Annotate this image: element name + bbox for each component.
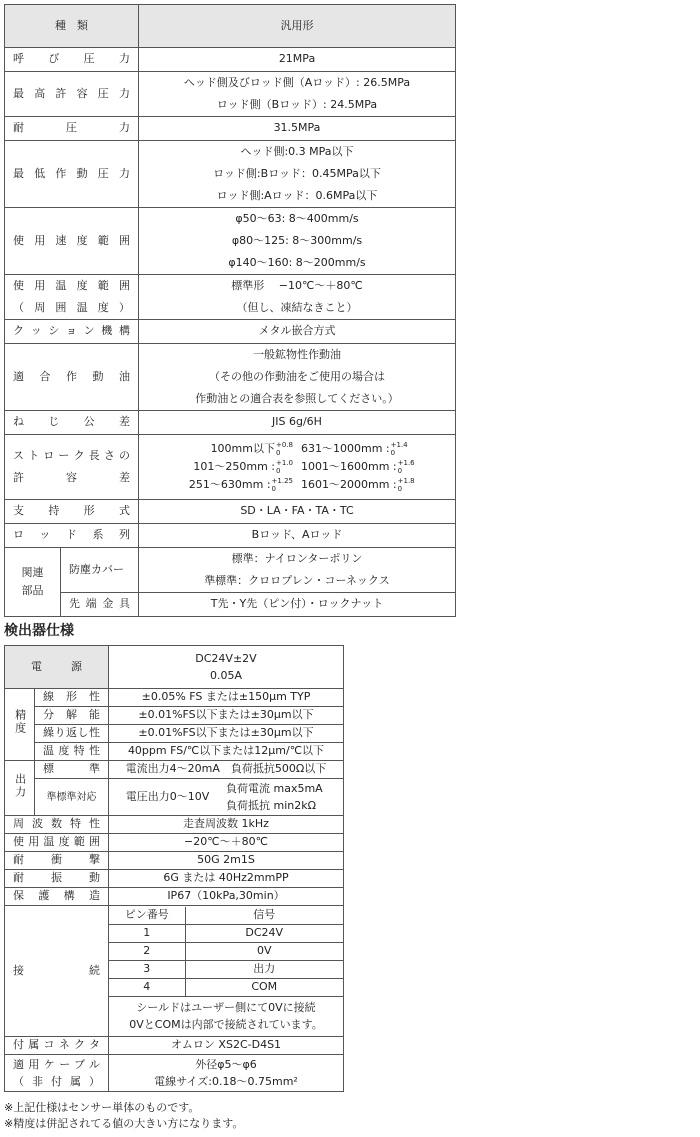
- tip-value: T先・Y先（ピン付）・ロックナット: [139, 593, 456, 617]
- table-row: [5, 435, 456, 500]
- stroke-range: 101～250mm :: [193, 460, 275, 473]
- min-pressure-label: 最低作動圧力: [5, 141, 139, 208]
- table-row: [5, 72, 456, 117]
- connector-label: 付属コネクタ: [5, 1037, 109, 1055]
- accuracy-label: 分解能: [35, 707, 109, 725]
- thread-label: ねじ公差: [5, 411, 139, 435]
- vibration-label: 耐振動: [5, 870, 109, 888]
- tolerance-lower: 0: [390, 449, 396, 457]
- stroke-range: 631～1000mm :: [301, 442, 390, 455]
- output-semi-label: 準標準対応: [35, 779, 109, 816]
- pin-number: 4: [109, 979, 185, 997]
- pin-row: [109, 979, 343, 997]
- speed-range-line: φ140～160: 8～200mm/s: [228, 256, 366, 269]
- table-row: [5, 707, 344, 725]
- mounting-value: SD・LA・FA・TA・TC: [139, 500, 456, 524]
- tolerance-upper: +1.6: [397, 459, 415, 467]
- temp-range-line: 標準形 −10℃～＋80℃: [231, 279, 363, 292]
- output-semi-sub-line: 負荷電流 max5mA: [226, 782, 323, 795]
- connection-note-row: [109, 997, 343, 1036]
- output-semi-sub-line: 負荷抵抗 min2kΩ: [226, 799, 317, 812]
- table-row: [5, 117, 456, 141]
- thread-value: JIS 6g/6H: [139, 411, 456, 435]
- output-semi-sub: [226, 780, 343, 814]
- table-row: [5, 593, 456, 617]
- table-row: [5, 906, 344, 1037]
- temp-value: −20℃～＋80℃: [109, 834, 344, 852]
- table-row: [5, 761, 344, 779]
- dust-cover-line: 標準：ナイロンターポリン: [231, 552, 363, 565]
- table-row: [5, 888, 344, 906]
- min-pressure-line: ロッド側:Aロッド：0.6MPa以下: [216, 189, 378, 202]
- temp-range-label: [5, 275, 139, 320]
- accuracy-value: ±0.01%FS以下または±30μm以下: [109, 707, 344, 725]
- general-header: 汎用形: [139, 5, 456, 48]
- table-row: [5, 1037, 344, 1055]
- pin-signal: DC24V: [185, 925, 343, 943]
- temp-range-value: [139, 275, 456, 320]
- tolerance-upper: +1.0: [276, 459, 293, 467]
- table-row: [5, 743, 344, 761]
- speed-range-value: [139, 208, 456, 275]
- stroke-label-line: 許容差: [13, 471, 130, 484]
- temp-range-line: （但し、凍結なきこと）: [236, 301, 358, 314]
- stroke-label: [5, 435, 139, 500]
- accuracy-group-label: 精度: [13, 709, 27, 736]
- dust-cover-label: 防塵カバー: [61, 548, 139, 593]
- detector-spec-table-body: [4, 645, 344, 1092]
- tolerance-upper: +1.25: [271, 477, 293, 485]
- fluid-label: 適合作動油: [5, 344, 139, 411]
- table-row: [5, 275, 456, 320]
- stroke-tolerance-grid: [141, 437, 453, 497]
- connection-label: 接続: [5, 906, 109, 1037]
- output-semi-main: 電圧出力0～10V: [125, 789, 210, 803]
- stroke-range: 100mm以下: [210, 442, 275, 455]
- tolerance-upper: +1.8: [397, 477, 415, 485]
- table-row: [5, 500, 456, 524]
- table-row: [5, 779, 344, 816]
- pin-table: [109, 907, 343, 1035]
- table-row: [5, 834, 344, 852]
- power-value: [109, 646, 344, 689]
- table-row: [5, 725, 344, 743]
- freq-label: 周波数特性: [5, 816, 109, 834]
- related-parts-text: 関連部品: [21, 566, 44, 597]
- output-standard-label: 標準: [35, 761, 109, 779]
- pin-header: ピン番号: [109, 907, 185, 925]
- accuracy-group: [5, 689, 35, 761]
- stroke-tolerance: [398, 477, 415, 493]
- stroke-tolerance: [391, 441, 408, 457]
- connector-value: オムロン XS2C-D4S1: [109, 1037, 344, 1055]
- stroke-tolerance: [276, 459, 293, 475]
- cushion-value: メタル嵌合方式: [139, 320, 456, 344]
- table-row: [5, 548, 456, 593]
- table-row: [5, 689, 344, 707]
- min-pressure-line: ロッド側:Bロッド：0.45MPa以下: [213, 167, 381, 180]
- table-row: [5, 524, 456, 548]
- stroke-range: 1001～1600mm :: [301, 460, 397, 473]
- connection-note: [109, 997, 343, 1036]
- output-group-label: 出力: [13, 772, 27, 799]
- stroke-tolerance-item: [301, 477, 453, 493]
- nominal-pressure-label: 呼び圧力: [5, 48, 139, 72]
- stroke-range: 251～630mm :: [188, 478, 271, 491]
- tolerance-lower: 0: [397, 467, 403, 475]
- footnote: ※精度は併記されてる値の大きい方になります。: [4, 1117, 244, 1130]
- tip-label: 先端金具: [61, 593, 139, 617]
- accuracy-label: 繰り返し性: [35, 725, 109, 743]
- speed-range-line: φ80～125: 8～300mm/s: [231, 234, 363, 247]
- tolerance-upper: +1.4: [390, 441, 408, 449]
- shock-label: 耐衝撃: [5, 852, 109, 870]
- stroke-tolerance-item: [301, 441, 453, 457]
- pin-row: [109, 943, 343, 961]
- speed-range-line: φ50～63: 8～400mm/s: [235, 212, 359, 225]
- power-label: 電源: [5, 646, 109, 689]
- max-pressure-line: ヘッド側及びロッド側（Aロッド）: 26.5MPa: [183, 76, 411, 89]
- connection-note-line: シールドはユーザー側にて0Vに接続: [136, 1001, 316, 1014]
- shock-value: 50G 2m1S: [109, 852, 344, 870]
- proof-pressure-label: 耐圧力: [5, 117, 139, 141]
- accuracy-label: 線形性: [35, 689, 109, 707]
- stroke-tolerance-item: [141, 477, 293, 493]
- power-row: [5, 646, 344, 689]
- pin-number: 3: [109, 961, 185, 979]
- spec-header-row: [5, 5, 456, 48]
- power-line: 0.05A: [209, 669, 243, 682]
- temp-label: 使用温度範囲: [5, 834, 109, 852]
- pin-row: [109, 961, 343, 979]
- accuracy-value: ±0.01%FS以下または±30μm以下: [109, 725, 344, 743]
- mounting-label: 支持形式: [5, 500, 139, 524]
- table-row: [5, 48, 456, 72]
- rod-label: ロッド系列: [5, 524, 139, 548]
- min-pressure-value: [139, 141, 456, 208]
- vibration-value: 6G または 40Hz2mmPP: [109, 870, 344, 888]
- table-row: [5, 870, 344, 888]
- pin-signal: COM: [185, 979, 343, 997]
- pin-signal: 出力: [185, 961, 343, 979]
- pin-row: [109, 925, 343, 943]
- table-row: [5, 141, 456, 208]
- output-group: [5, 761, 35, 816]
- power-line: DC24V±2V: [195, 652, 257, 665]
- stroke-tolerance-item: [141, 441, 293, 457]
- tolerance-lower: 0: [276, 449, 281, 457]
- pin-rows: [109, 925, 343, 997]
- rod-value: Bロッド、Aロッド: [139, 524, 456, 548]
- type-header: 種 類: [5, 5, 139, 48]
- accuracy-value: 40ppm FS/℃以下または12μm/℃以下: [109, 743, 344, 761]
- signal-header: 信号: [185, 907, 343, 925]
- protection-label: 保護構造: [5, 888, 109, 906]
- stroke-tolerance: [398, 459, 415, 475]
- connection-value: [109, 906, 344, 1037]
- cable-line: 電線サイズ:0.18～0.75mm²: [154, 1075, 298, 1088]
- tolerance-upper: +0.8: [276, 441, 293, 449]
- stroke-tolerance-item: [141, 459, 293, 475]
- dust-cover-line: 準標準：クロロプレン・コーネックス: [204, 574, 390, 587]
- cable-line: 外径φ5～φ6: [195, 1058, 257, 1071]
- output-standard-value: 電流出力4～20mA 負荷抵抗500Ω以下: [109, 761, 344, 779]
- max-pressure-line: ロッド側（Bロッド）: 24.5MPa: [216, 98, 378, 111]
- related-parts-label: [5, 548, 61, 617]
- fluid-line: 一般鉱物性作動油: [253, 348, 341, 361]
- stroke-tolerance: [272, 477, 293, 493]
- pin-header-row: [109, 907, 343, 925]
- temp-range-label-line: （周囲温度）: [13, 301, 130, 314]
- cable-label-line: 適用ケーブル: [13, 1058, 100, 1071]
- dust-cover-value: [139, 548, 456, 593]
- tolerance-lower: 0: [397, 485, 403, 493]
- accuracy-value: ±0.05% FS または±150μm TYP: [109, 689, 344, 707]
- connection-note-line: 0VとCOMは内部で接続されています。: [129, 1018, 323, 1031]
- fluid-line: （その他の作動油をご使用の場合は: [209, 370, 385, 383]
- stroke-tolerance: [276, 441, 293, 457]
- table-row: [5, 320, 456, 344]
- cable-label: [5, 1055, 109, 1092]
- nominal-pressure-value: 21MPa: [139, 48, 456, 72]
- protection-value: IP67（10kPa,30min）: [109, 888, 344, 906]
- footnote: ※上記仕様はセンサー単体のものです。: [4, 1101, 200, 1114]
- detector-section-title: 検出器仕様: [4, 623, 74, 639]
- table-row: [5, 1055, 344, 1092]
- freq-value: 走査周波数 1kHz: [109, 816, 344, 834]
- cushion-label: クッション機構: [5, 320, 139, 344]
- cable-value: [109, 1055, 344, 1092]
- proof-pressure-value: 31.5MPa: [139, 117, 456, 141]
- table-row: [5, 344, 456, 411]
- stroke-tolerance-item: [301, 459, 453, 475]
- table-row: [5, 852, 344, 870]
- pin-number: 2: [109, 943, 185, 961]
- stroke-label-line: ストローク長さの: [13, 449, 130, 462]
- table-row: [5, 208, 456, 275]
- stroke-value: [139, 435, 456, 500]
- table-row: [5, 816, 344, 834]
- pin-number: 1: [109, 925, 185, 943]
- min-pressure-line: ヘッド側:0.3 MPa以下: [240, 145, 354, 158]
- max-pressure-value: [139, 72, 456, 117]
- tolerance-lower: 0: [271, 485, 277, 493]
- pin-signal: 0V: [185, 943, 343, 961]
- cable-label-line: （非付属）: [13, 1075, 100, 1088]
- cylinder-spec-table: [4, 4, 456, 617]
- temp-range-label-line: 使用温度範囲: [13, 279, 130, 292]
- table-row: [5, 411, 456, 435]
- max-pressure-label: 最高許容圧力: [5, 72, 139, 117]
- tolerance-lower: 0: [276, 467, 281, 475]
- speed-range-label: 使用速度範囲: [5, 208, 139, 275]
- fluid-line: 作動油との適合表を参照してください。）: [195, 392, 399, 405]
- accuracy-label: 温度特性: [35, 743, 109, 761]
- fluid-value: [139, 344, 456, 411]
- stroke-range: 1601～2000mm :: [301, 478, 397, 491]
- output-semi-value: [109, 779, 344, 816]
